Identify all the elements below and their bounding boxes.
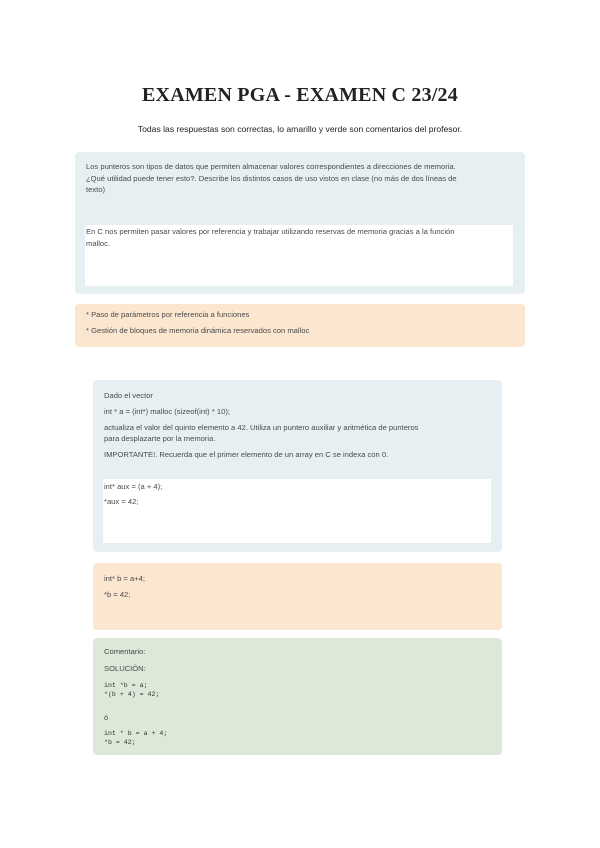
comment-1-line-2: * Gestión de bloques de memoria dinámica reservados con malloc: [86, 325, 310, 335]
question-1-prompt: [86, 161, 516, 196]
page-title: EXAMEN PGA - EXAMEN C 23/24: [142, 84, 458, 106]
question-1-box: [75, 152, 525, 294]
question-1-answer-field[interactable]: [85, 225, 513, 286]
question-2-answer-field[interactable]: [103, 479, 491, 543]
question-2-prompt: [104, 390, 494, 460]
question-2-prompt-line-3: actualiza el valor del quinto elemento a 42. Utiliza un puntero auxiliar y aritmética de punteros: [104, 423, 419, 432]
solution-or-label: ó: [104, 713, 109, 722]
comment-2-line-1: int* b = a+4;: [104, 574, 145, 583]
question-1-answer-line-2: malloc.: [86, 238, 111, 248]
solution-code-2-line-2: *b = 42;: [104, 739, 136, 746]
question-2-box: [93, 380, 502, 552]
question-2-prompt-line-5: IMPORTANTE!. Recuerda que el primer elemento de un array en C se indexa con 0.: [104, 450, 389, 459]
page-subtitle: Todas las respuestas son correctas, lo amarillo y verde son comentarios del profesor.: [137, 124, 463, 134]
question-1-answer-line-1: En C nos permiten pasar valores por referencia y trabajar utilizando reservas de memoria gracias a la función: [86, 227, 455, 236]
question-1-prompt-line-2: ¿Qué utilidad puede tener esto?. Describe los distintos casos de uso vistos en clase (no más de dos líneas de: [86, 173, 457, 183]
question-1-prompt-line-1: Los punteros son tipos de datos que permiten almacenar valores correspondientes a direcciones de memoria.: [86, 162, 456, 171]
comment-2-line-2: *b = 42;: [104, 590, 131, 599]
question-2-answer-line-1: int* aux = (a + 4);: [104, 482, 163, 491]
solution-code-1-line-1: int *b = a;: [104, 682, 148, 689]
solution-code-1: [104, 681, 159, 699]
question-2-prompt-line-2: int * a = (int*) malloc (sizeof(int) * 10);: [104, 407, 230, 416]
comment-3-box: [93, 638, 502, 755]
solution-code-1-line-2: *(b + 4) = 42;: [104, 691, 160, 698]
comment-2-box: [93, 563, 502, 630]
comment-1-line-1: * Paso de parámetros por referencia a funciones: [86, 310, 250, 319]
comment-3-heading: Comentario:: [104, 647, 146, 656]
solution-code-2: [104, 729, 167, 747]
question-2-prompt-line-1: Dado el vector: [104, 391, 153, 400]
solution-code-2-line-1: int * b = a + 4;: [104, 730, 168, 737]
question-2-answer-line-2: *aux = 42;: [104, 497, 139, 506]
comment-3-solution-label: SOLUCIÓN:: [104, 664, 146, 673]
question-1-prompt-line-3: texto): [86, 185, 105, 195]
comment-1-box: [75, 304, 525, 347]
question-2-prompt-line-4: para desplazarte por la memoria.: [104, 434, 216, 443]
